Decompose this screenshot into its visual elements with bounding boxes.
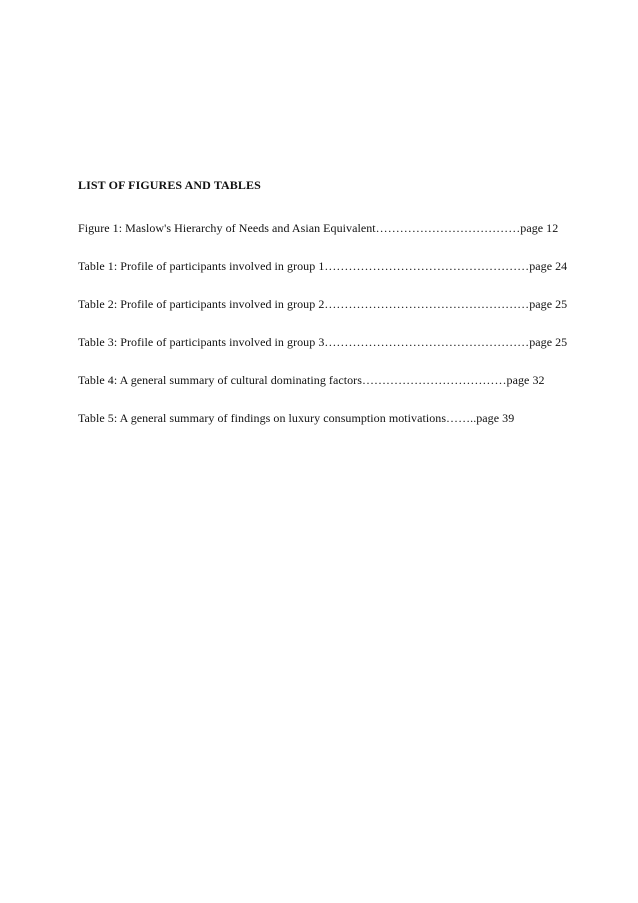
list-heading: LIST OF FIGURES AND TABLES [78,178,261,192]
entry-title: Table 3: Profile of participants involved in group 3 [78,335,325,349]
entry-title: Table 1: Profile of participants involved in group 1 [78,259,325,273]
entry-page: page 25 [529,297,568,311]
toc-entry-table-4 [78,373,545,388]
toc-entry-table-5 [78,411,514,426]
entry-page: page 24 [529,259,568,273]
entry-leader: …………………………………………… [324,259,530,273]
entry-page: page 39 [476,411,515,425]
entry-page: page 12 [520,221,559,235]
entry-page: page 32 [506,373,545,387]
entry-title: Table 2: Profile of participants involved in group 2 [78,297,325,311]
entry-title: Table 5: A general summary of findings on luxury consumption motivations [78,411,447,425]
entry-title: Figure 1: Maslow's Hierarchy of Needs and Asian Equivalent [78,221,376,235]
entry-title: Table 4: A general summary of cultural dominating factors [78,373,362,387]
entry-leader: ……………………………… [361,373,507,387]
entry-page: page 25 [529,335,568,349]
entry-leader: …….. [446,411,477,425]
toc-entry-table-2 [78,297,567,312]
toc-entry-table-3 [78,335,567,350]
entry-leader: ……………………………… [375,221,521,235]
toc-entry-figure-1 [78,221,558,236]
toc-entry-table-1 [78,259,567,274]
entry-leader: …………………………………………… [324,297,530,311]
entry-leader: …………………………………………… [324,335,530,349]
